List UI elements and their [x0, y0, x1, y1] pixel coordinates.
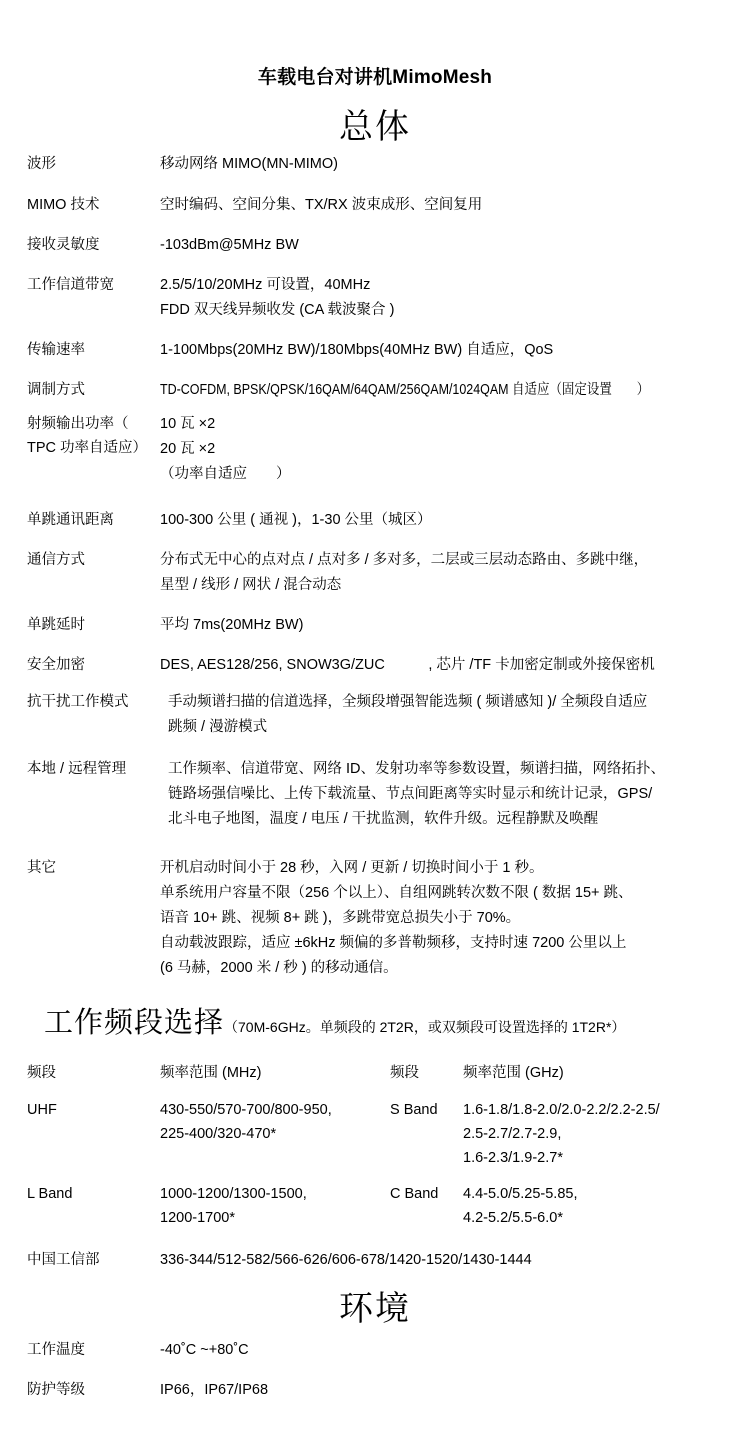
band-range-left: 430-550/570-700/800-950, 225-400/320-470* — [160, 1102, 332, 1142]
spec-value: 100-300 公里 ( 通视 )，1-30 公里（城区） — [160, 512, 432, 528]
spec-value: 10 瓦 ×2 20 瓦 ×2 （功率自适应 ） — [160, 416, 291, 482]
section-heading-overall: 总体 — [339, 108, 411, 146]
miit-label: 中国工信部 — [27, 1252, 100, 1268]
spec-value: 平均 7ms(20MHz BW) — [160, 617, 304, 633]
spec-value: 手动频谱扫描的信道选择，全频段增强智能选频 ( 频谱感知 )/ 全频段自适应 跳频 / 漫游模式 — [168, 694, 648, 735]
spec-label: 安全加密 — [27, 657, 85, 673]
spec-label: 防护等级 — [27, 1382, 85, 1398]
spec-label: 其它 — [27, 860, 56, 876]
spec-label: 波形 — [27, 156, 56, 172]
band-name-left: L Band — [27, 1186, 73, 1202]
spec-label: 单跳延时 — [27, 617, 85, 633]
section-heading-bands-title: 工作频段选择 — [44, 1007, 225, 1039]
page-title: 车载电台对讲机MimoMesh — [257, 67, 493, 88]
spec-value: 开机启动时间小于 28 秒，入网 / 更新 / 切换时间小于 1 秒。 单系统用户容量不限（256 个以上）、自组网跳转次数不限 ( 数据 15+ 跳、 语音 10+ 跳、视频 8+ 跳 )，多跳带宽总损失小于 70%。 自动载波跟踪，适应 ±6kHz 频偏的多普勒频移，支持时速 7200 公里以上 (6 马赫，2000 米 / 秒 ) 的移动通信。 — [160, 860, 633, 976]
band-range-right: 1.6-1.8/1.8-2.0/2.0-2.2/2.2-2.5/ 2.5-2.7/2.7-2.9, 1.6-2.3/1.9-2.7* — [463, 1102, 660, 1166]
band-name-right: C Band — [390, 1186, 439, 1202]
spec-value: 移动网络 MIMO(MN-MIMO) — [160, 156, 338, 172]
section-heading-environment: 环境 — [339, 1290, 411, 1328]
spec-value: 1-100Mbps(20MHz BW)/180Mbps(40MHz BW) 自适应，QoS — [160, 342, 554, 358]
spec-value: 工作频率、信道带宽、网络 ID、发射功率等参数设置，频谱扫描，网络拓扑、 链路场强信噪比、上传下载流量、节点间距离等实时显示和统计记录，GPS/ 北斗电子地图，温度 / 电压 / 干扰监测，软件升级。远程静默及唤醒 — [168, 761, 666, 827]
spec-label: 传输速率 — [27, 342, 85, 358]
band-range-left: 1000-1200/1300-1500, 1200-1700* — [160, 1186, 307, 1226]
spec-label: 抗干扰工作模式 — [27, 694, 129, 710]
section-heading-bands-note: （70M-6GHz。单频段的 2T2R，或双频段可设置选择的 1T2R*） — [224, 1019, 626, 1035]
miit-value: 336-344/512-582/566-626/606-678/1420-1520/1430-1444 — [160, 1252, 532, 1268]
spec-label: 接收灵敏度 — [27, 237, 100, 253]
band-table-header-band-left: 频段 — [27, 1065, 56, 1081]
spec-value: TD-COFDM, BPSK/QPSK/16QAM/64QAM/256QAM/1024QAM 自适应（固定设置 ） — [160, 382, 650, 398]
section-heading-bands — [44, 1000, 744, 1041]
band-range-right: 4.4-5.0/5.25-5.85, 4.2-5.2/5.5-6.0* — [463, 1186, 578, 1226]
spec-label: 通信方式 — [27, 552, 85, 568]
spec-value: DES, AES128/256, SNOW3G/ZUC , 芯片 /TF 卡加密定制或外接保密机 — [160, 657, 655, 673]
spec-value: -40˚C ~+80˚C — [160, 1342, 249, 1358]
spec-value: 2.5/5/10/20MHz 可设置，40MHz FDD 双天线异频收发 (CA 载波聚合 ) — [160, 277, 395, 318]
spec-label: 本地 / 远程管理 — [27, 761, 127, 777]
spec-label: 射频输出功率（ TPC 功率自适应） — [27, 416, 158, 456]
spec-label: 调制方式 — [27, 382, 85, 398]
spec-label: MIMO 技术 — [27, 197, 100, 213]
spec-value: 分布式无中心的点对点 / 点对多 / 多对多，二层或三层动态路由、多跳中继， 星型 / 线形 / 网状 / 混合动态 — [160, 552, 649, 593]
spec-label: 工作温度 — [27, 1342, 85, 1358]
band-table-header-band-right: 频段 — [390, 1065, 419, 1081]
spec-value: -103dBm@5MHz BW — [160, 237, 299, 253]
band-name-left: UHF — [27, 1102, 57, 1118]
band-name-right: S Band — [390, 1102, 438, 1118]
band-table-header-range-right: 频率范围 (GHz) — [463, 1065, 564, 1081]
spec-value: 空时编码、空间分集、TX/RX 波束成形、空间复用 — [160, 197, 483, 213]
band-table-header-range-left: 频率范围 (MHz) — [160, 1065, 262, 1081]
spec-label: 单跳通讯距离 — [27, 512, 114, 528]
spec-label: 工作信道带宽 — [27, 277, 114, 293]
spec-value: IP66，IP67/IP68 — [160, 1382, 269, 1398]
